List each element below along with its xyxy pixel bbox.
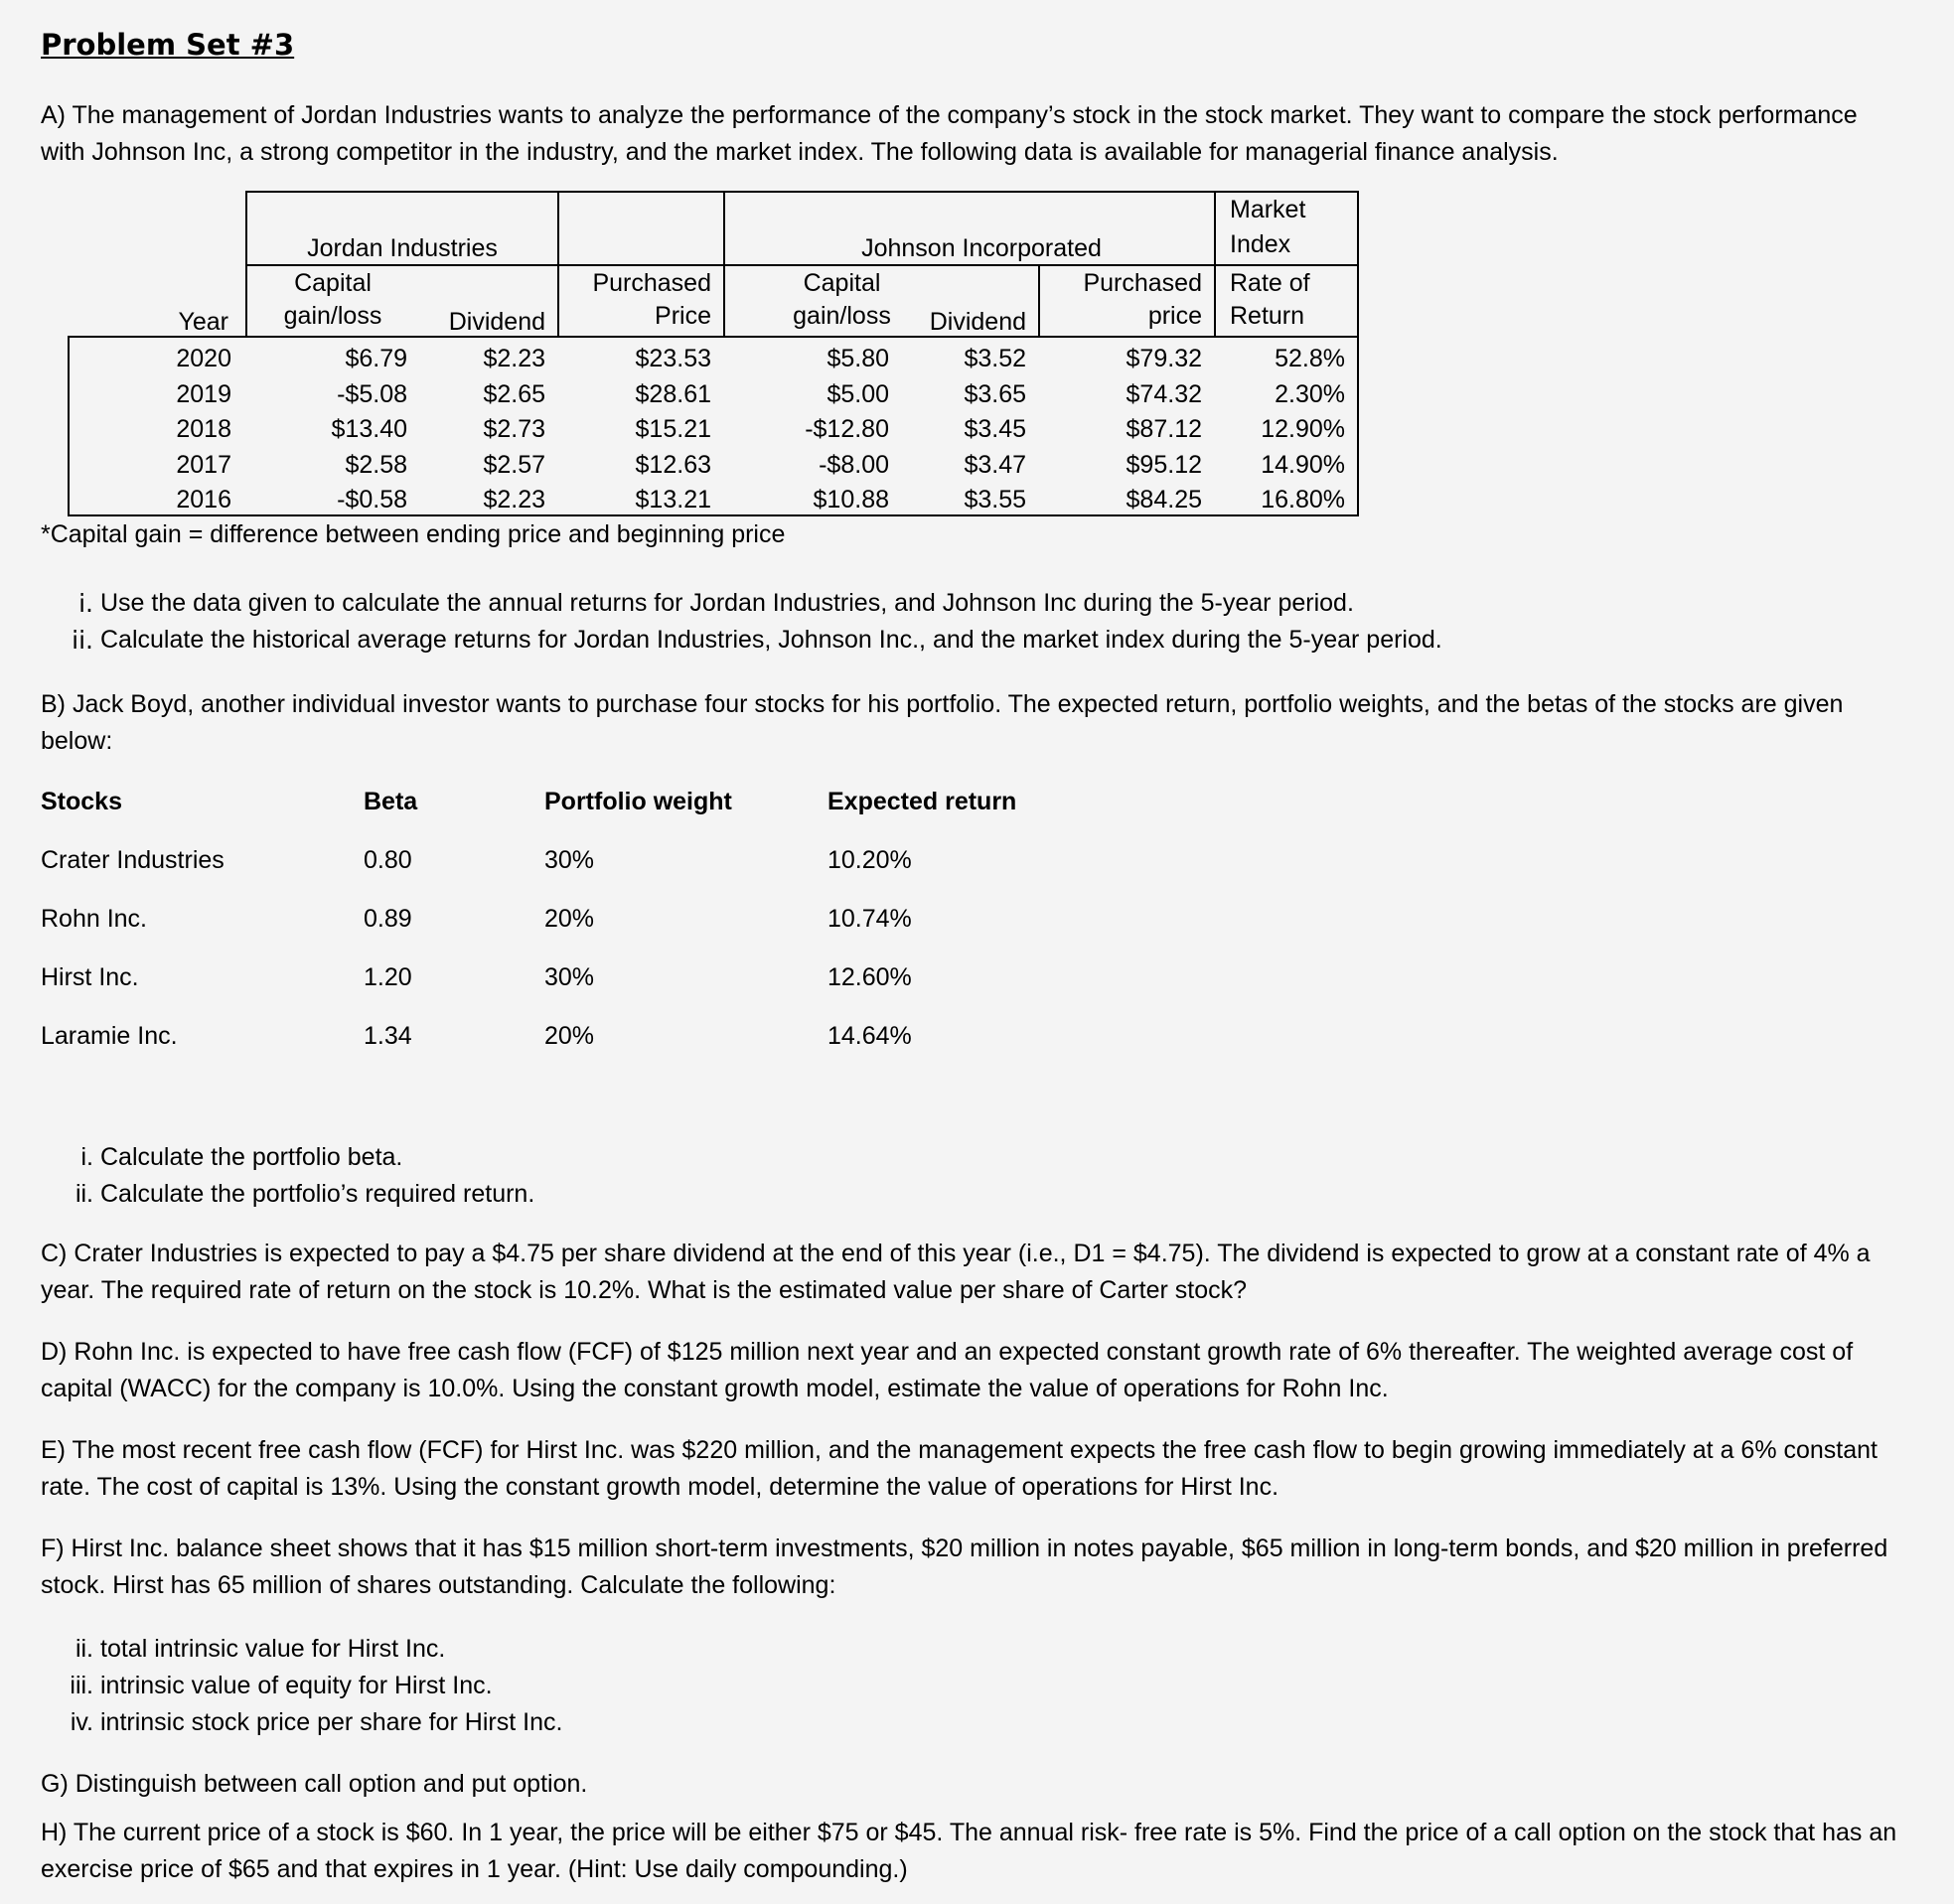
cell-market-return: 16.80% (1261, 486, 1345, 513)
cell-beta: 1.34 (364, 1022, 412, 1050)
group-header-jordan: Jordan Industries (307, 234, 498, 262)
cell-purchased-price: $23.53 (635, 345, 711, 372)
cell-j-dividend: $3.65 (964, 379, 1026, 408)
col-header-jpurchased-line1: Purchased (1083, 269, 1202, 297)
table-line (1357, 191, 1359, 516)
cell-stock-name: Laramie Inc. (41, 1022, 178, 1050)
cell-expected-return: 10.20% (827, 846, 912, 874)
part-g: G) Distinguish between call option and put option. (41, 1770, 588, 1798)
part-d: D) Rohn Inc. is expected to have free cash flow (FCF) of $125 million next year and an expected constant growth rate of 6% thereafter. The weighted average cost of capital (WACC) for the company is 10.0%. Using the constant growth model, estimate the value of operations for Rohn Inc. (41, 1338, 1854, 1402)
col-header-jcapital-line2: gain/loss (793, 302, 891, 330)
part-a-intro: A) The management of Jordan Industries wants to analyze the performance of the company’s stock in the stock market. They want to compare the stock performance with Johnson Inc, a strong competitor in the industry, and the market index. The following data is available for managerial finance analysis. (41, 101, 1858, 166)
table-line (245, 264, 1359, 266)
cell-j-purchased-price: $79.32 (1126, 345, 1202, 372)
cell-stock-name: Hirst Inc. (41, 963, 139, 991)
cell-stock-name: Crater Industries (41, 846, 225, 874)
cell-market-return: 12.90% (1261, 415, 1345, 443)
cell-capital-gain: $6.79 (345, 345, 407, 372)
cell-j-dividend: $3.52 (964, 345, 1026, 372)
col-header-expected-return: Expected return (827, 788, 1017, 815)
cell-dividend: $2.23 (483, 486, 545, 513)
part-b-tasks (21, 1139, 1908, 1213)
cell-year: 2019 (176, 379, 231, 408)
cell-j-dividend: $3.47 (964, 450, 1026, 479)
cell-j-dividend: $3.45 (964, 415, 1026, 443)
list-item: i. Calculate the portfolio beta. (80, 1143, 403, 1171)
footnote: *Capital gain = difference between ending price and beginning price (41, 520, 786, 548)
cell-dividend: $2.65 (483, 379, 545, 408)
cell-year: 2020 (176, 345, 231, 372)
col-header-portfolio-weight: Portfolio weight (544, 788, 732, 815)
table-line (1214, 191, 1216, 338)
cell-beta: 1.20 (364, 963, 412, 991)
table-line (68, 336, 70, 516)
cell-year: 2017 (176, 450, 231, 479)
table-line (245, 191, 247, 338)
cell-purchased-price: $12.63 (635, 450, 711, 479)
col-header-purchased-line2: Price (655, 302, 711, 330)
col-header-purchased-line1: Purchased (592, 269, 711, 297)
cell-portfolio-weight: 30% (544, 963, 595, 991)
cell-capital-gain: -$0.58 (337, 486, 407, 513)
col-header-capital-line2: gain/loss (283, 302, 382, 330)
list-item: ii. Calculate the historical average returns for Jordan Industries, Johnson Inc., and the market index during the 5-year period. (72, 626, 1442, 655)
cell-year: 2016 (176, 486, 231, 513)
cell-purchased-price: $13.21 (635, 486, 711, 513)
cell-capital-gain: -$5.08 (337, 379, 407, 408)
col-header-stocks: Stocks (41, 788, 122, 815)
list-item: ii. total intrinsic value for Hirst Inc. (75, 1635, 446, 1663)
part-f-intro: F) Hirst Inc. balance sheet shows that it has $15 million short-term investments, $20 million in notes payable, $65 million in long-term bonds, and $20 million in preferred stock. Hirst has 65 million of shares outstanding. Calculate the following: (41, 1535, 1888, 1599)
group-header-johnson: Johnson Incorporated (861, 234, 1102, 262)
list-item: iv. intrinsic stock price per share for Hirst Inc. (70, 1708, 563, 1736)
cell-dividend: $2.73 (483, 415, 545, 443)
cell-j-purchased-price: $87.12 (1126, 415, 1202, 443)
col-header-year: Year (178, 308, 228, 336)
col-header-jcapital-line1: Capital (803, 269, 881, 297)
cell-j-capital-gain: $10.88 (813, 486, 889, 513)
cell-j-capital-gain: -$12.80 (805, 415, 889, 443)
cell-market-return: 2.30% (1275, 379, 1345, 408)
cell-portfolio-weight: 20% (544, 1022, 595, 1050)
cell-stock-name: Rohn Inc. (41, 905, 148, 933)
col-header-beta: Beta (364, 788, 418, 815)
col-header-capital-line1: Capital (294, 269, 372, 297)
list-item: ii. Calculate the portfolio’s required return. (75, 1180, 535, 1208)
col-header-jdividend: Dividend (929, 308, 1026, 336)
table-line (68, 514, 1359, 516)
cell-expected-return: 12.60% (827, 963, 912, 991)
table-line (1038, 264, 1040, 338)
part-e: E) The most recent free cash flow (FCF) for Hirst Inc. was $220 million, and the management expects the free cash flow to begin growing immediately at a 6% constant rate. The cost of capital is 13%. Using the constant growth model, determine the value of operations for Hirst Inc. (41, 1436, 1878, 1501)
cell-j-purchased-price: $74.32 (1126, 379, 1202, 408)
table-line (68, 336, 1359, 338)
list-item: i. Use the data given to calculate the annual returns for Jordan Industries, and Johnson Inc during the 5-year period. (78, 589, 1354, 618)
cell-market-return: 52.8% (1275, 345, 1345, 372)
part-f-tasks (21, 1631, 1908, 1741)
cell-beta: 0.89 (364, 905, 412, 933)
cell-year: 2018 (176, 415, 231, 443)
col-header-rate-line2: Return (1230, 302, 1305, 330)
table-line (723, 191, 725, 338)
cell-purchased-price: $28.61 (635, 379, 711, 408)
cell-capital-gain: $13.40 (331, 415, 407, 443)
part-c: C) Crater Industries is expected to pay a $4.75 per share dividend at the end of this year (i.e., D1 = $4.75). The dividend is expected to grow at a constant rate of 4% a year. The required rate of return on the stock is 10.2%. What is the estimated value per share of Carter stock? (41, 1240, 1871, 1304)
cell-market-return: 14.90% (1261, 450, 1345, 479)
cell-portfolio-weight: 20% (544, 905, 595, 933)
cell-j-dividend: $3.55 (964, 486, 1026, 513)
cell-j-capital-gain: -$8.00 (819, 450, 889, 479)
list-item: iii. intrinsic value of equity for Hirst Inc. (70, 1672, 493, 1699)
part-h: H) The current price of a stock is $60. In 1 year, the price will be either $75 or $45. The annual risk- free rate is 5%. Find the price of a call option on the stock that has an exercise price of $65 and that expires in 1 year. (Hint: Use daily compounding.) (41, 1819, 1897, 1883)
cell-j-purchased-price: $84.25 (1126, 486, 1202, 513)
part-a-tasks (21, 585, 1908, 659)
cell-purchased-price: $15.21 (635, 415, 711, 443)
cell-dividend: $2.57 (483, 450, 545, 479)
market-header-line1: Market (1230, 196, 1306, 223)
cell-expected-return: 14.64% (827, 1022, 912, 1050)
cell-j-purchased-price: $95.12 (1126, 450, 1202, 479)
page-title: Problem Set #3 (41, 28, 295, 62)
cell-expected-return: 10.74% (827, 905, 912, 933)
col-header-dividend: Dividend (448, 308, 545, 336)
table-line (557, 191, 559, 338)
market-header-line2: Index (1230, 230, 1291, 258)
table-line (245, 191, 1359, 193)
cell-j-capital-gain: $5.80 (827, 345, 889, 372)
cell-j-capital-gain: $5.00 (827, 379, 889, 408)
cell-beta: 0.80 (364, 846, 412, 874)
col-header-rate-line1: Rate of (1230, 269, 1310, 297)
col-header-jpurchased-line2: price (1147, 302, 1202, 330)
cell-capital-gain: $2.58 (345, 450, 407, 479)
part-b-intro: B) Jack Boyd, another individual investor wants to purchase four stocks for his portfolio. The expected return, portfolio weights, and the betas of the stocks are given below: (41, 690, 1844, 755)
cell-dividend: $2.23 (483, 345, 545, 372)
cell-portfolio-weight: 30% (544, 846, 595, 874)
